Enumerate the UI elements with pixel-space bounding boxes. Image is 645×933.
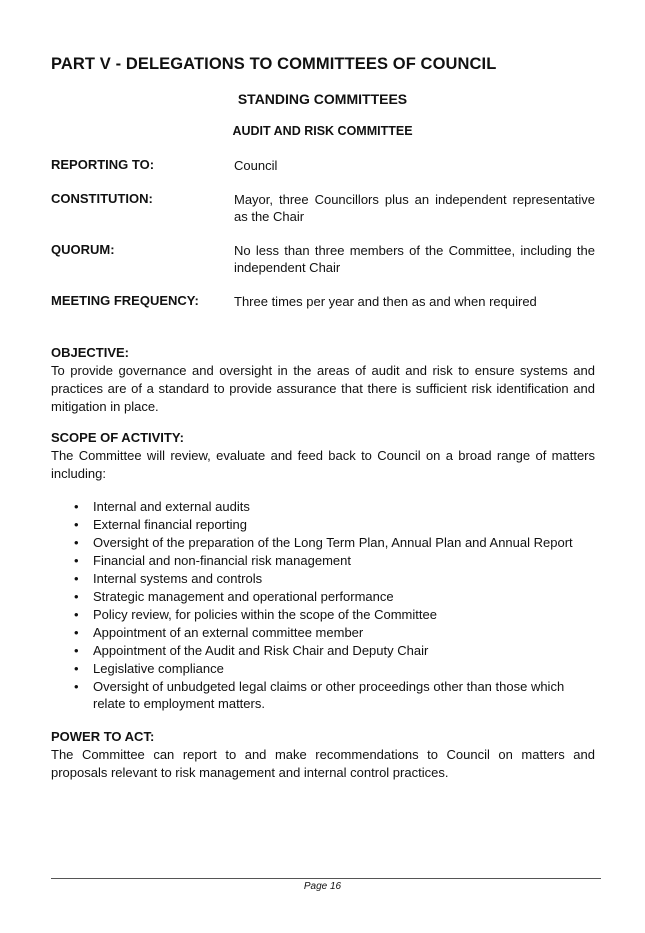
objective-heading: OBJECTIVE: [51,345,130,360]
list-item-text: External financial reporting [93,517,247,532]
bullet-icon: • [74,643,79,658]
scope-section [51,429,595,483]
power-section [51,728,595,782]
quorum-value: No less than three members of the Committee, including the independent Chair [234,243,595,275]
list-item-text: Oversight of unbudgeted legal claims or other proceedings other than those which relate to employment matters. [93,679,565,711]
objective-body: To provide governance and oversight in the areas of audit and risk to ensure systems and practices are of a standard to provide assurance that there is sufficient risk identification and mitigation in place. [51,363,595,414]
list-item-text: Financial and non-financial risk management [93,553,351,568]
page-number: Page 16 [303,881,342,892]
bullet-icon: • [74,679,79,694]
meeting-frequency-value: Three times per year and then as and when required [234,294,537,309]
bullet-icon: • [74,571,79,586]
list-item-text: Oversight of the preparation of the Long Term Plan, Annual Plan and Annual Report [93,535,573,550]
constitution-label: CONSTITUTION: [51,191,153,206]
list-item-text: Appointment of an external committee member [93,625,364,640]
list-item-text: Policy review, for policies within the scope of the Committee [93,607,437,622]
footer-divider [51,878,601,879]
objective-section [51,344,595,416]
scope-heading: SCOPE OF ACTIVITY: [51,430,184,445]
bullet-icon: • [74,499,79,514]
bullet-icon: • [74,661,79,676]
list-item-text: Strategic management and operational performance [93,589,394,604]
reporting-to-value: Council [234,158,278,173]
meeting-frequency-label: MEETING FREQUENCY: [51,293,199,308]
list-item-text: Internal and external audits [93,499,250,514]
list-item-text: Legislative compliance [93,661,224,676]
bullet-icon: • [74,589,79,604]
bullet-icon: • [74,553,79,568]
power-heading: POWER TO ACT: [51,729,155,744]
standing-committees-title: STANDING COMMITTEES [237,91,408,107]
list-item-text: Internal systems and controls [93,571,263,586]
scope-body: The Committee will review, evaluate and feed back to Council on a broad range of matters including: [51,448,595,481]
reporting-to-label: REPORTING TO: [51,157,155,172]
quorum-label: QUORUM: [51,242,115,257]
bullet-icon: • [74,517,79,532]
bullet-icon: • [74,625,79,640]
bullet-icon: • [74,607,79,622]
constitution-value: Mayor, three Councillors plus an independent representative as the Chair [234,192,595,224]
list-item-text: Appointment of the Audit and Risk Chair and Deputy Chair [93,643,429,658]
part-title: PART V - DELEGATIONS TO COMMITTEES OF COUNCIL [51,55,497,73]
committee-title: AUDIT AND RISK COMMITTEE [232,124,413,138]
power-body: The Committee can report to and make recommendations to Council on matters and proposals relevant to risk management and internal control practices. [51,747,595,780]
bullet-icon: • [74,535,79,550]
